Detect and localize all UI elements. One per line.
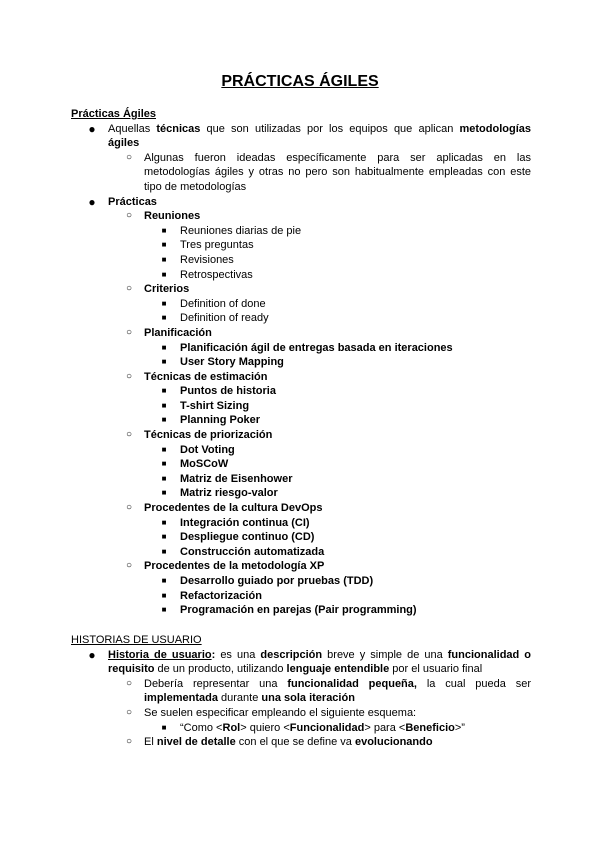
section-heading: Prácticas Ágiles: [71, 108, 156, 120]
group-item: Definition of ready: [180, 312, 269, 325]
square-bullet-icon: ■: [161, 313, 167, 323]
square-bullet-icon: ■: [161, 546, 167, 556]
list-item: [71, 282, 531, 297]
group-item: Despliegue continuo (CD): [180, 531, 315, 544]
square-bullet-icon: ■: [161, 488, 167, 498]
bullet-icon: ●: [88, 647, 96, 662]
sub-text: Se suelen especificar empleando el siguiente esquema:: [144, 706, 417, 719]
square-bullet-icon: ■: [161, 576, 167, 585]
intro-text: Aquellas técnicas que son utilizadas por los equipos que aplican metodologías ágiles: [108, 122, 531, 150]
list-item: [71, 209, 531, 224]
list-item: [71, 428, 531, 443]
list-item: [71, 486, 531, 501]
practices-label: Prácticas: [108, 195, 157, 208]
square-bullet-icon: ■: [161, 386, 167, 396]
list-item: [71, 238, 531, 253]
square-bullet-icon: ■: [161, 400, 167, 410]
list-item: [71, 589, 531, 604]
bullet-icon: ●: [88, 121, 96, 136]
list-item: [71, 413, 531, 428]
list-item: [71, 253, 531, 268]
circle-bullet-icon: ○: [125, 677, 133, 689]
list-item: [71, 355, 531, 370]
list-item: [71, 559, 531, 574]
bullet-list-level1: [71, 122, 531, 210]
square-bullet-icon: ■: [161, 357, 167, 367]
list-item: [71, 735, 531, 750]
group-item: Retrospectivas: [180, 268, 253, 281]
list-item: [71, 648, 531, 677]
square-bullet-icon: ■: [161, 254, 167, 264]
list-item: [71, 122, 531, 151]
circle-bullet-icon: ○: [125, 210, 133, 222]
group-item: Integración continua (CI): [180, 516, 310, 529]
circle-bullet-icon: ○: [125, 326, 133, 338]
circle-bullet-icon: ○: [125, 706, 133, 718]
group-label: Planificación: [144, 326, 212, 339]
bullet-icon: ●: [88, 194, 96, 209]
list-item: [71, 195, 531, 210]
list-item: [71, 297, 531, 312]
group-item: Planning Poker: [180, 414, 261, 427]
group-label: Técnicas de priorización: [144, 429, 273, 442]
group-item: Refactorización: [180, 589, 262, 602]
list-item: [71, 341, 531, 356]
group-item: Revisiones: [180, 253, 234, 266]
square-bullet-icon: ■: [161, 459, 167, 469]
section-heading: HISTORIAS DE USUARIO: [71, 634, 202, 646]
bullet-list-level1: [71, 648, 531, 750]
circle-bullet-icon: ○: [125, 151, 133, 163]
square-bullet-icon: ■: [161, 342, 167, 352]
list-item: [71, 721, 531, 736]
list-item: [71, 472, 531, 487]
square-bullet-icon: ■: [161, 590, 167, 600]
group-label: Criterios: [144, 283, 190, 296]
list-item: [71, 677, 531, 706]
group-item: Matriz de Eisenhower: [180, 472, 293, 485]
group-item: MoSCoW: [180, 458, 229, 471]
circle-bullet-icon: ○: [125, 370, 133, 382]
group-item: Matriz riesgo-valor: [180, 487, 278, 500]
circle-bullet-icon: ○: [125, 283, 133, 295]
group-label: Procedentes de la cultura DevOps: [144, 502, 323, 515]
list-item: [71, 501, 531, 516]
square-bullet-icon: ■: [161, 722, 167, 732]
square-bullet-icon: ■: [161, 240, 167, 250]
section-historias: [71, 633, 531, 750]
group-item: Construcción automatizada: [180, 545, 325, 558]
circle-bullet-icon: ○: [125, 502, 133, 514]
group-item: Reuniones diarias de pie: [180, 224, 302, 237]
intro-sub-text: Algunas fueron ideadas específicamente para ser aplicadas en las metodologías ágiles y otras no pero son habitualmente empleadas con este tipo de metodologías: [144, 151, 531, 193]
circle-bullet-icon: ○: [125, 736, 133, 748]
list-item: [71, 151, 531, 195]
square-bullet-icon: ■: [161, 298, 167, 308]
definition-text: Historia de usuario: es una descripción breve y simple de una funcionalidad o requisito de un producto, utilizando lenguaje entendible por el usuario final: [108, 648, 532, 676]
square-bullet-icon: ■: [161, 415, 167, 425]
list-item: [71, 706, 531, 721]
group-label: Reuniones: [144, 210, 201, 223]
circle-bullet-icon: ○: [125, 560, 133, 572]
square-bullet-icon: ■: [161, 473, 167, 483]
circle-bullet-icon: ○: [125, 429, 133, 441]
list-item: [71, 311, 531, 326]
list-item: [71, 399, 531, 414]
schema-text: “Como <Rol> quiero <Funcionalidad> para <Beneficio>”: [180, 721, 465, 734]
group-item: Programación en parejas (Pair programming): [180, 604, 417, 617]
practice-groups: [71, 209, 531, 618]
group-item: Planificación ágil de entregas basada en iteraciones: [180, 341, 453, 354]
list-item: [71, 384, 531, 399]
group-label: Técnicas de estimación: [144, 370, 268, 383]
list-item: [71, 224, 531, 239]
list-item: [71, 443, 531, 458]
list-item: [71, 516, 531, 531]
sub-text: El nivel de detalle con el que se define va evolucionando: [144, 736, 433, 749]
group-item: Desarrollo guiado por pruebas (TDD): [180, 575, 374, 587]
list-item: [71, 370, 531, 385]
square-bullet-icon: ■: [161, 444, 167, 454]
group-item: Definition of done: [180, 297, 266, 310]
square-bullet-icon: ■: [161, 225, 167, 235]
square-bullet-icon: ■: [161, 532, 167, 542]
group-item: Puntos de historia: [180, 385, 276, 398]
list-item: [71, 530, 531, 545]
square-bullet-icon: ■: [161, 605, 167, 615]
list-item: [71, 326, 531, 341]
list-item: [71, 457, 531, 472]
group-item: Dot Voting: [180, 443, 235, 456]
group-label: Procedentes de la metodología XP: [144, 560, 325, 573]
sub-text: Debería representar una funcionalidad pequeña, la cual pueda ser implementada durante una sola iteración: [144, 677, 531, 705]
page-title: PRÁCTICAS ÁGILES: [221, 73, 379, 90]
group-item: T-shirt Sizing: [180, 399, 250, 412]
list-item: [71, 603, 531, 618]
list-item: [71, 545, 531, 560]
group-item: Tres preguntas: [180, 239, 254, 252]
list-item: [71, 268, 531, 283]
list-item: [71, 574, 531, 589]
section-practicas: [71, 107, 531, 618]
square-bullet-icon: ■: [161, 269, 167, 279]
square-bullet-icon: ■: [161, 517, 167, 527]
group-item: User Story Mapping: [180, 356, 284, 369]
